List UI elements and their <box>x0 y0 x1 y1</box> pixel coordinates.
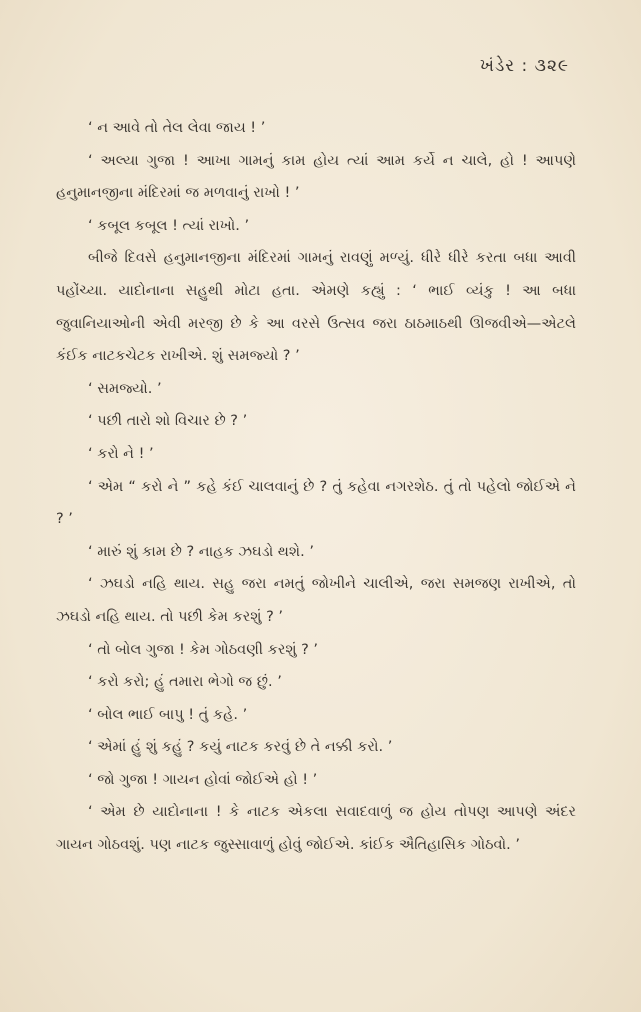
paragraph: ‘ એમ છે યાદોનાના ! કે નાટક એકલા સવાદવાળું જ હોય તોપણ આપણે અંદર ગાયન ગોઠવશું. પણ નાટક જુસ્સાવાળું હોવું જોઈએ. કાંઈક ઐતિહાસિક ગોઠવો. ’ <box>56 804 576 854</box>
paragraph: ‘ એમાં હું શું કહું ? કયું નાટક કરવું છે તે નક્કી કરો. ’ <box>88 739 393 756</box>
paragraph: ‘ અલ્યા ગુજા ! આખા ગામનું કામ હોય ત્યાં આમ કર્યે ન ચાલે, હો ! આપણે હનુમાનજીના મંદિરમાં જ મળવાનું રાખો ! ’ <box>56 152 576 202</box>
paragraph: ‘ ઝઘડો નહિ થાય. સહુ જરા નમતું જોખીને ચાલીએ, જરા સમજણ રાખીએ, તો ઝઘડો નહિ થાય. તો પછી કેમ કરશું ? ’ <box>56 576 576 625</box>
page-header: ખંડેર : ૩૨૯ <box>480 56 569 76</box>
paragraph: ‘ જો ગુજા ! ગાયન હોવાં જોઈએ હો ! ’ <box>88 771 318 788</box>
paragraph: ‘ કરો ને ! ’ <box>88 445 154 462</box>
paragraph: બીજે દિવસે હનુમાનજીના મંદિરમાં ગામનું રાવણું મળ્યું. ધીરે ધીરે કરતા બધા આવી પહોંચ્યા. યાદોનાના સહુથી મોટા હતા. એમણે કહ્યું : ‘ ભાઈ વ્યંકુ ! આ બધા જુવાનિયાઓની એવી મરજી છે કે આ વરસે ઉત્સવ જરા ઠાઠમાઠથી ઊજવીએ—એટલે કંઈક નાટકચેટક રાખીએ. શું સમજ્યો ? ’ <box>56 250 576 365</box>
paragraph: ‘ ન આવે તો તેલ લેવા જાય ! ’ <box>88 120 266 136</box>
paragraph: ‘ મારું શું કામ છે ? નાહક ઝઘડો થશે. ’ <box>88 543 314 560</box>
page-text-block <box>56 112 576 862</box>
paragraph: ‘ પછી તારો શો વિચાર છે ? ’ <box>88 413 248 430</box>
paragraph: ‘ કરો કરો; હું તમારા ભેગો જ છું. ’ <box>88 674 282 691</box>
paragraph: ‘ તો બોલ ગુજા ! કેમ ગોઠવણી કરશું ? ’ <box>88 641 319 658</box>
paragraph: ‘ કબૂલ કબૂલ ! ત્યાં રાખો. ’ <box>88 217 250 234</box>
paragraph: ‘ એમ “ કરો ને ” કહે કંઈ ચાલવાનું છે ? તું કહેવા નગરશેઠ. તું તો પહેલો જોઈએ ને ? ’ <box>56 478 576 528</box>
paragraph: ‘ બોલ ભાઈ બાપુ ! તું કહે. ’ <box>88 706 248 723</box>
paragraph: ‘ સમજ્યો. ’ <box>88 380 162 397</box>
